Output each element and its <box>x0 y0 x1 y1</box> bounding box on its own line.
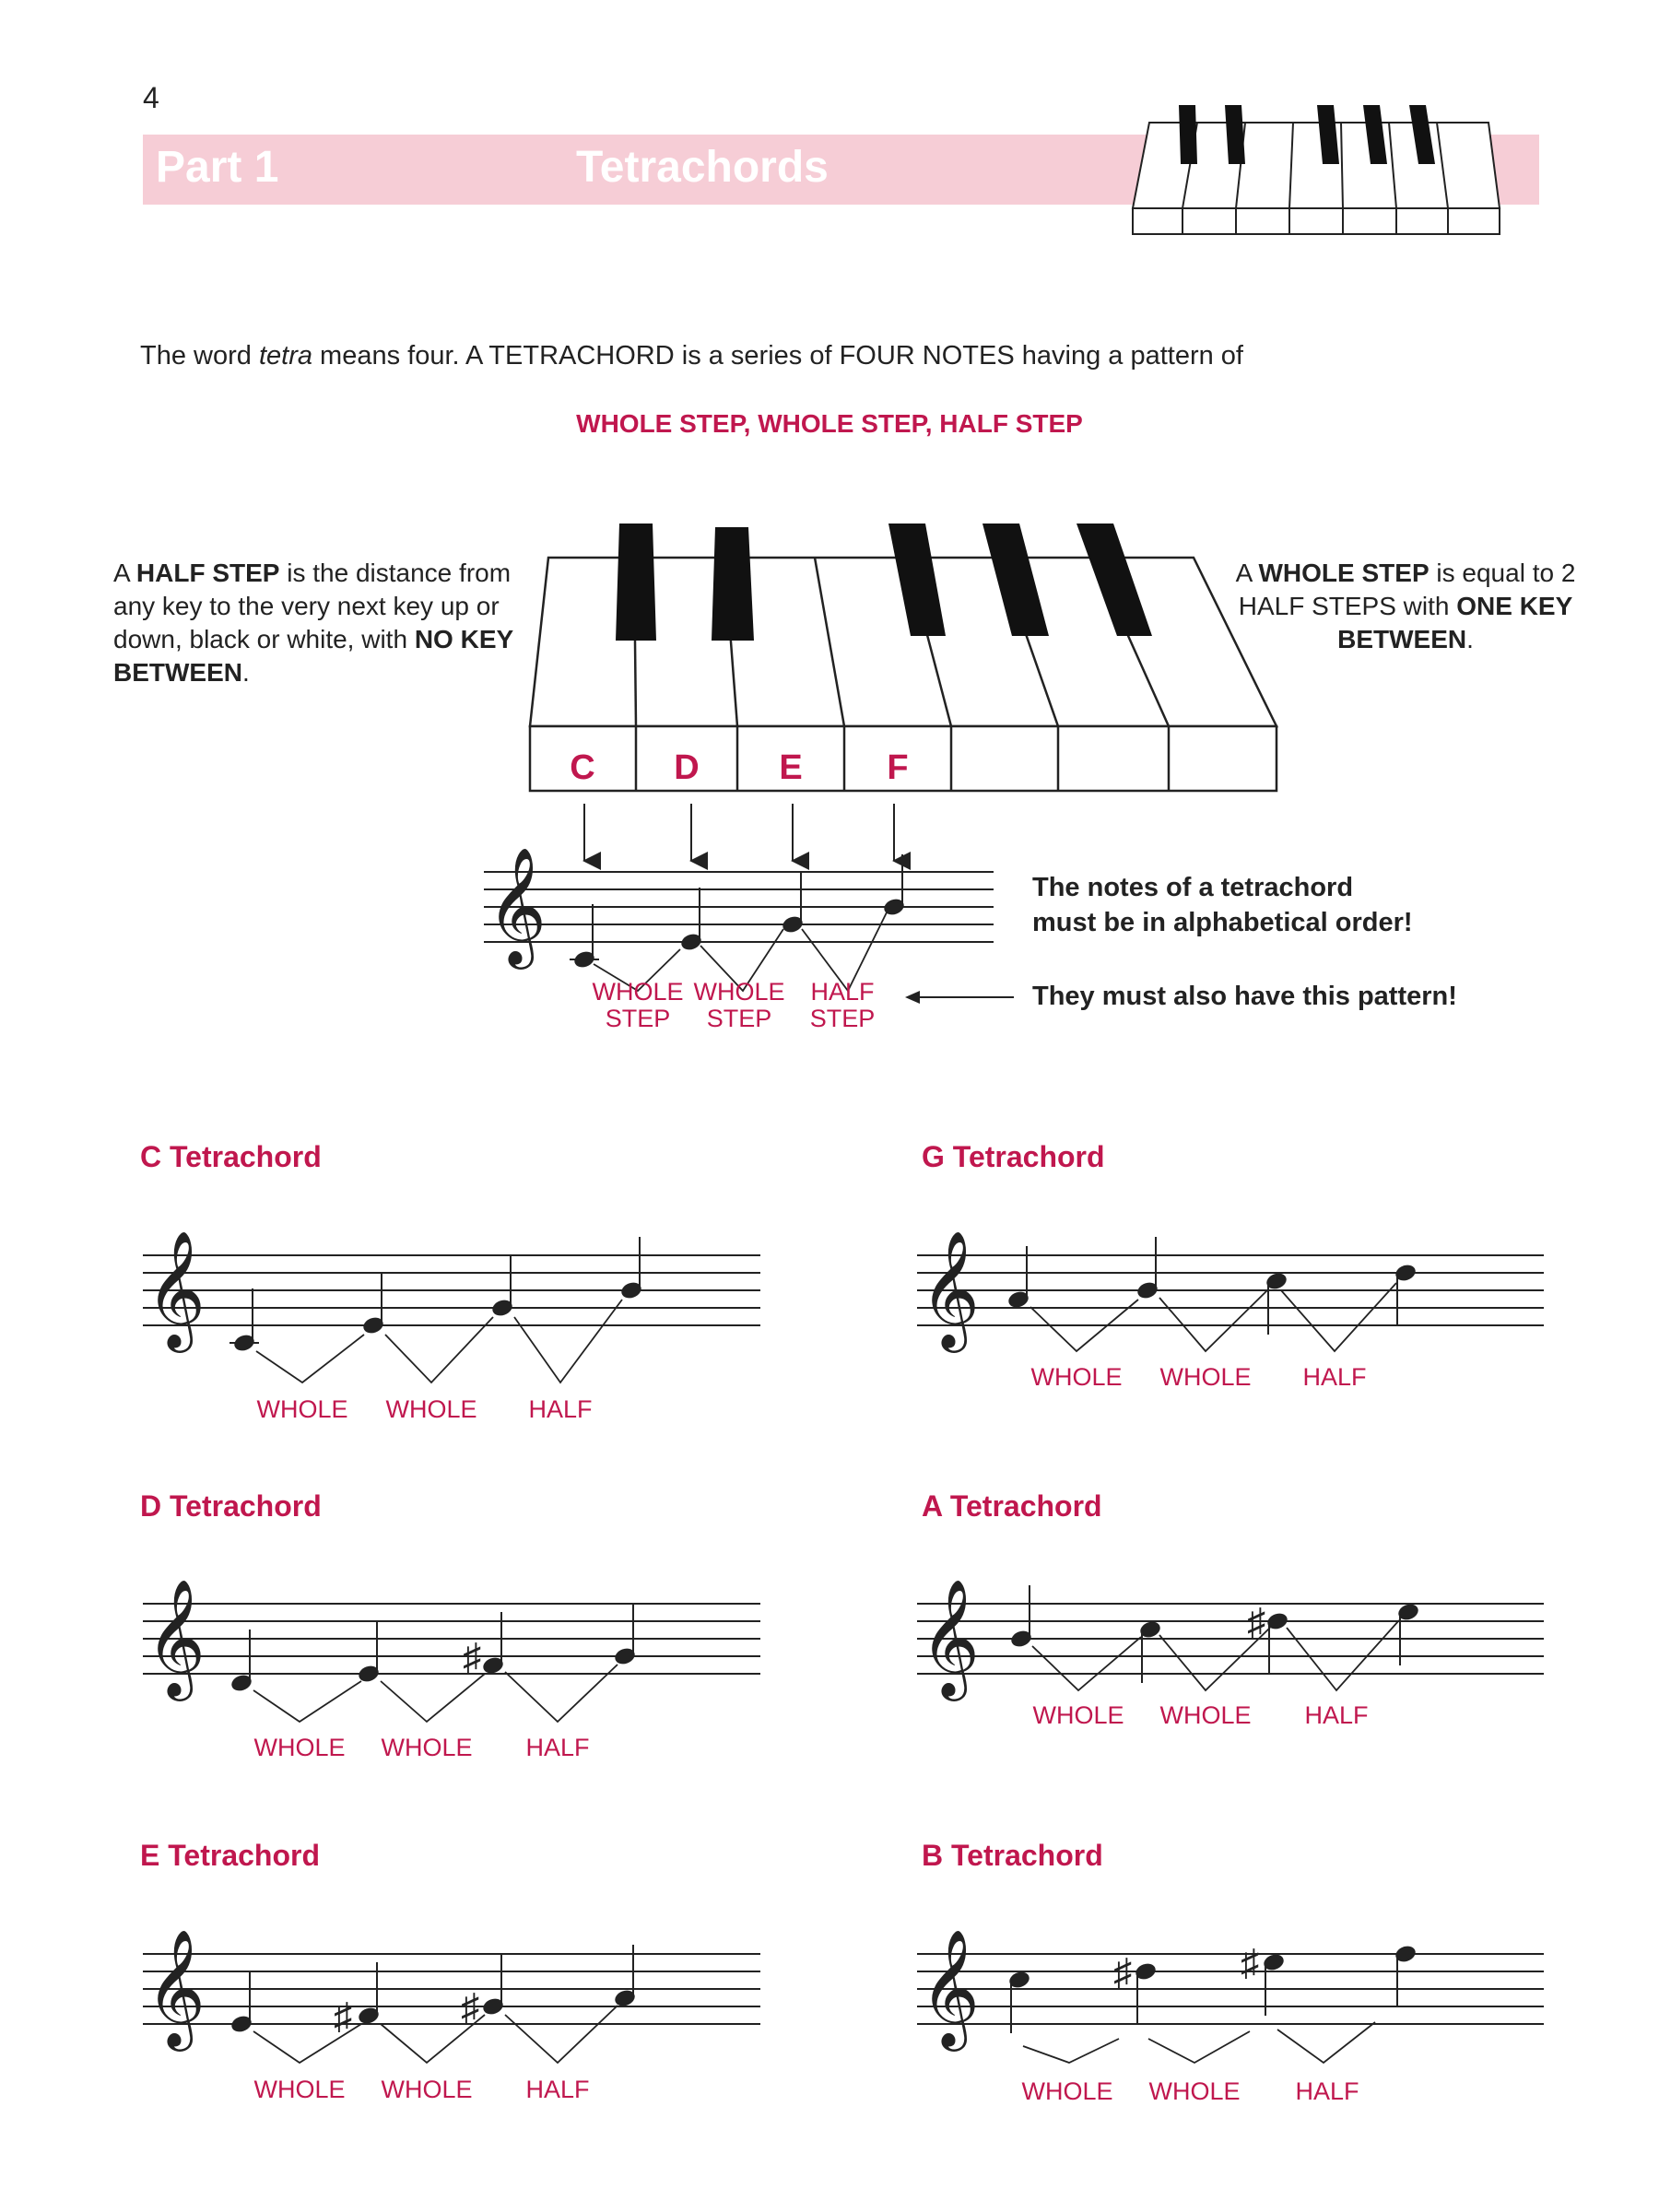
staff-g-tetrachord <box>912 1226 1548 1438</box>
header-keyboard-icon <box>1129 100 1507 242</box>
treble-clef-icon: 𝄞 <box>146 1232 206 1346</box>
rule-line-2: must be in alphabetical order! <box>1032 908 1413 937</box>
half-def-p2: is the distance from any key to the very next key up or down, black or white, with <box>113 559 512 653</box>
section-title-c: C Tetrachord <box>140 1140 322 1173</box>
intro-after: means four. A TETRACHORD is a series of FOUR NOTES having a pattern of <box>312 341 1243 371</box>
whole-def-p2: is equal to 2 HALF STEPS with <box>1238 559 1576 620</box>
tetrachord-diagram <box>470 793 1023 1041</box>
step-label: WHOLE <box>381 2076 473 2103</box>
rule-line-1: The notes of a tetrachord <box>1032 873 1354 902</box>
section-title-e: E Tetrachord <box>140 1839 320 1872</box>
whole-def-b2: ONE KEY BETWEEN <box>1337 592 1573 653</box>
sharp-icon: ♯ <box>1241 1943 1259 1983</box>
step-label: WHOLE <box>1159 1701 1252 1729</box>
step-label: WHOLE <box>381 1734 473 1761</box>
half-def-p1: A <box>113 559 136 587</box>
treble-clef-icon: 𝄞 <box>146 1931 206 2044</box>
staff-a-tetrachord <box>912 1574 1548 1777</box>
sharp-icon: ♯ <box>463 1637 481 1677</box>
intro-text <box>140 341 1243 371</box>
sharp-icon: ♯ <box>461 1987 479 2028</box>
whole-def-p3: . <box>1466 625 1474 653</box>
key-label: C <box>570 748 595 787</box>
half-def-b2: NO KEY BETWEEN <box>113 625 513 687</box>
key-label: E <box>779 748 803 787</box>
whole-def-p1: A <box>1235 559 1259 587</box>
step-label: STEP <box>809 1005 876 1032</box>
step-label: STEP <box>605 1005 671 1032</box>
sharp-icon: ♯ <box>334 1996 352 2037</box>
sharp-icon: ♯ <box>1247 1602 1265 1642</box>
step-label: WHOLE <box>1148 2077 1241 2105</box>
section-title-g: G Tetrachord <box>922 1140 1105 1173</box>
staff-e-tetrachord <box>138 1924 765 2127</box>
half-def-b1: HALF STEP <box>135 559 280 587</box>
arrow-head-icon <box>905 991 920 1004</box>
section-title-d: D Tetrachord <box>140 1489 322 1523</box>
whole-def-b1: WHOLE STEP <box>1258 559 1430 587</box>
section-title-a: A Tetrachord <box>922 1489 1102 1523</box>
sharp-icon: ♯ <box>1113 1952 1132 1993</box>
treble-clef-icon: 𝄞 <box>920 1581 981 1694</box>
step-label: WHOLE <box>253 2076 346 2103</box>
step-pattern: WHOLE STEP, WHOLE STEP, HALF STEP <box>576 409 1083 438</box>
step-label: WHOLE <box>1030 1363 1123 1391</box>
step-label: WHOLE <box>1021 2077 1113 2105</box>
step-label: WHOLE <box>253 1734 346 1761</box>
step-label: HALF <box>1304 1701 1369 1729</box>
step-label: WHOLE <box>592 978 684 1006</box>
staff-c-tetrachord <box>138 1226 765 1438</box>
treble-clef-icon: 𝄞 <box>920 1931 981 2044</box>
step-label: WHOLE <box>256 1395 348 1423</box>
rule-alphabetical <box>1032 870 1413 940</box>
half-step-definition <box>113 557 537 689</box>
staff-d-tetrachord <box>138 1574 765 1777</box>
step-label: HALF <box>525 2076 590 2103</box>
key-label: D <box>674 748 700 787</box>
section-title-b: B Tetrachord <box>922 1839 1103 1872</box>
step-label: STEP <box>706 1005 772 1032</box>
step-label: HALF <box>1302 1363 1367 1391</box>
page-number: 4 <box>143 81 159 114</box>
staff-b-tetrachord <box>912 1924 1548 2127</box>
step-label: HALF <box>1295 2077 1359 2105</box>
keyboard-diagram <box>516 516 1290 802</box>
page-title: Tetrachords <box>576 143 829 192</box>
intro-italic: tetra <box>258 341 312 371</box>
step-label: HALF <box>525 1734 590 1761</box>
treble-clef-icon: 𝄞 <box>487 849 547 962</box>
key-label: F <box>887 748 909 787</box>
treble-clef-icon: 𝄞 <box>146 1581 206 1694</box>
step-label: HALF <box>810 978 875 1006</box>
treble-clef-icon: 𝄞 <box>920 1232 981 1346</box>
part-label: Part 1 <box>156 143 279 192</box>
step-label: WHOLE <box>693 978 785 1006</box>
rule-pattern: They must also have this pattern! <box>1032 982 1457 1011</box>
step-label: WHOLE <box>1032 1701 1124 1729</box>
step-label: HALF <box>528 1395 593 1423</box>
step-label: WHOLE <box>385 1395 477 1423</box>
step-label: WHOLE <box>1159 1363 1252 1391</box>
half-def-p3: . <box>242 658 250 687</box>
intro-before: The word <box>140 341 259 371</box>
